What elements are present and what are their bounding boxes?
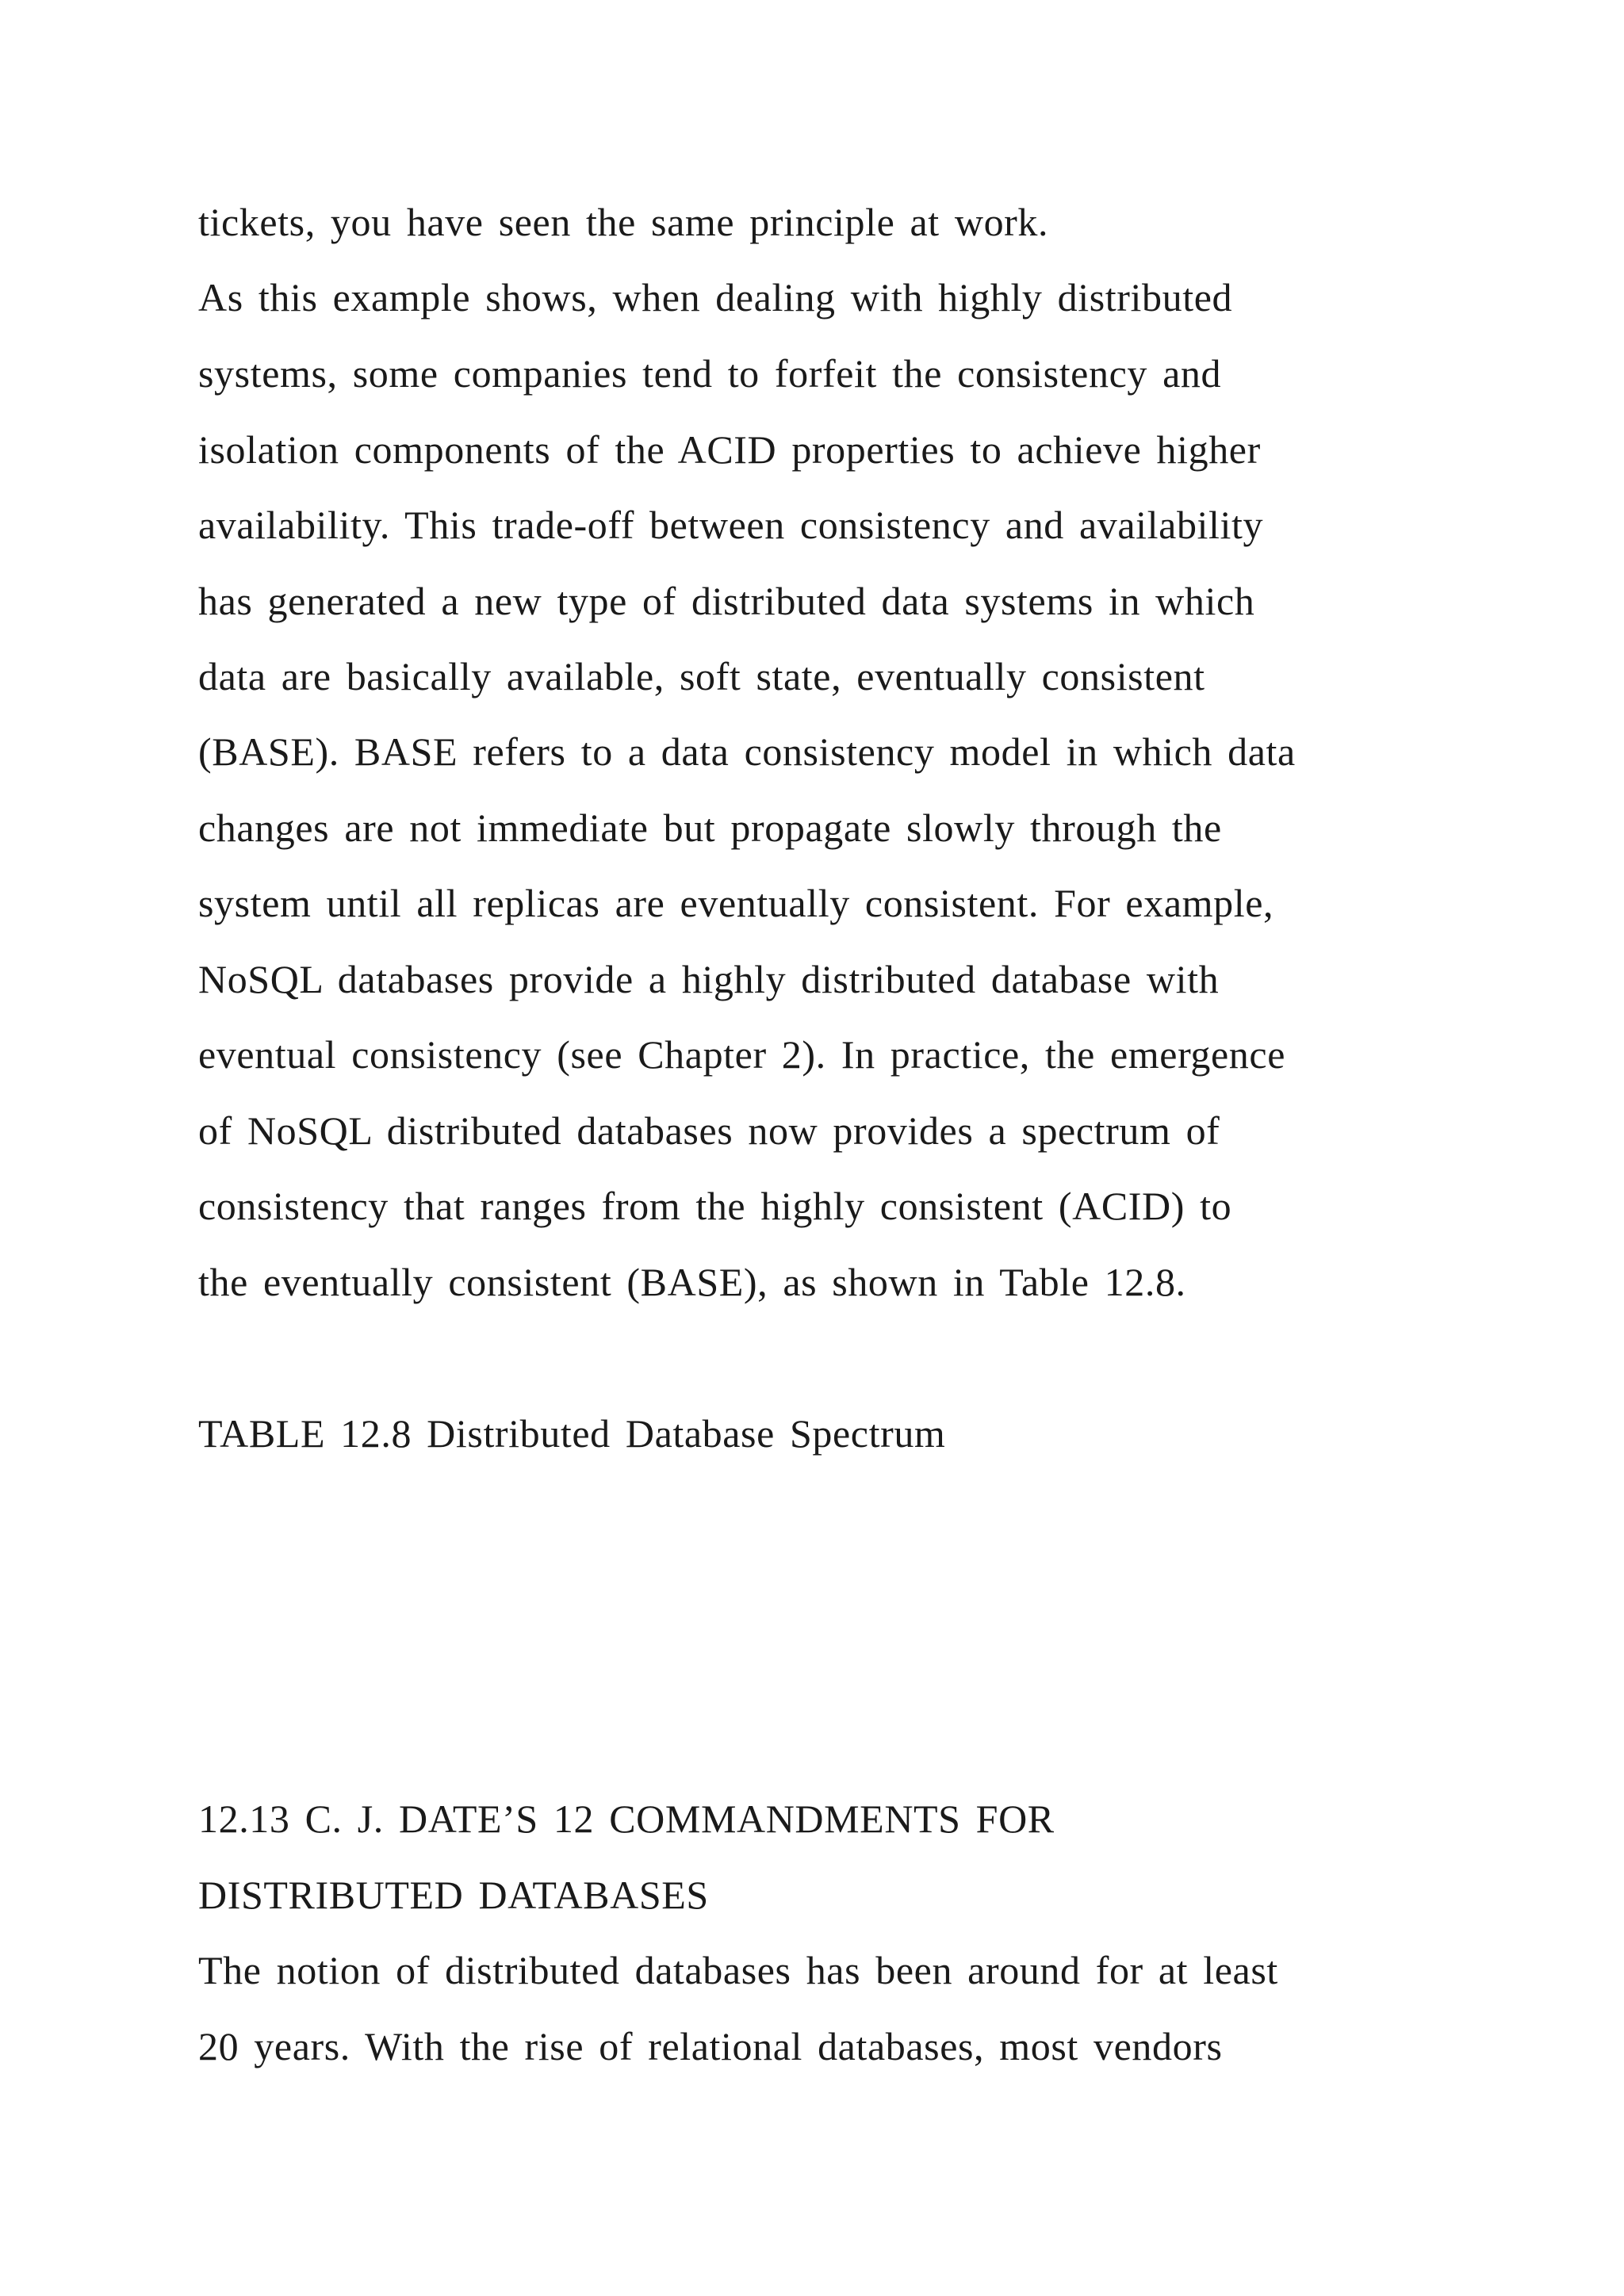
text-line: systems, some companies tend to forfeit the consistency and [198, 351, 1222, 396]
text-line: has generated a new type of distributed data systems in which [198, 579, 1255, 623]
text-line: the eventually consistent (BASE), as shown in Table 12.8. [198, 1260, 1186, 1304]
table-caption: TABLE 12.8 Distributed Database Spectrum [198, 1411, 946, 1456]
text-line: of NoSQL distributed databases now provides a spectrum of [198, 1108, 1220, 1153]
text-line: consistency that ranges from the highly consistent (ACID) to [198, 1184, 1232, 1228]
text-line: 20 years. With the rise of relational databases, most vendors [198, 2024, 1223, 2068]
text-line: NoSQL databases provide a highly distributed database with [198, 957, 1220, 1001]
text-line: isolation components of the ACID properties to achieve higher [198, 427, 1261, 472]
heading-line: 12.13 C. J. DATE’S 12 COMMANDMENTS FOR [198, 1797, 1055, 1841]
document-page [198, 0, 1467, 2296]
text-line: (BASE). BASE refers to a data consistency model in which data [198, 729, 1296, 774]
text-line: tickets, you have seen the same principle at work. [198, 200, 1049, 244]
text-line: As this example shows, when dealing with highly distributed [198, 275, 1233, 320]
text-line: system until all replicas are eventually consistent. For example, [198, 881, 1274, 925]
text-line: changes are not immediate but propagate slowly through the [198, 806, 1222, 850]
text-line: eventual consistency (see Chapter 2). In practice, the emergence [198, 1032, 1285, 1077]
text-line: The notion of distributed databases has been around for at least [198, 1948, 1278, 1992]
heading-line: DISTRIBUTED DATABASES [198, 1873, 709, 1917]
text-line: data are basically available, soft state, eventually consistent [198, 654, 1205, 698]
text-line: availability. This trade-off between consistency and availability [198, 503, 1264, 547]
